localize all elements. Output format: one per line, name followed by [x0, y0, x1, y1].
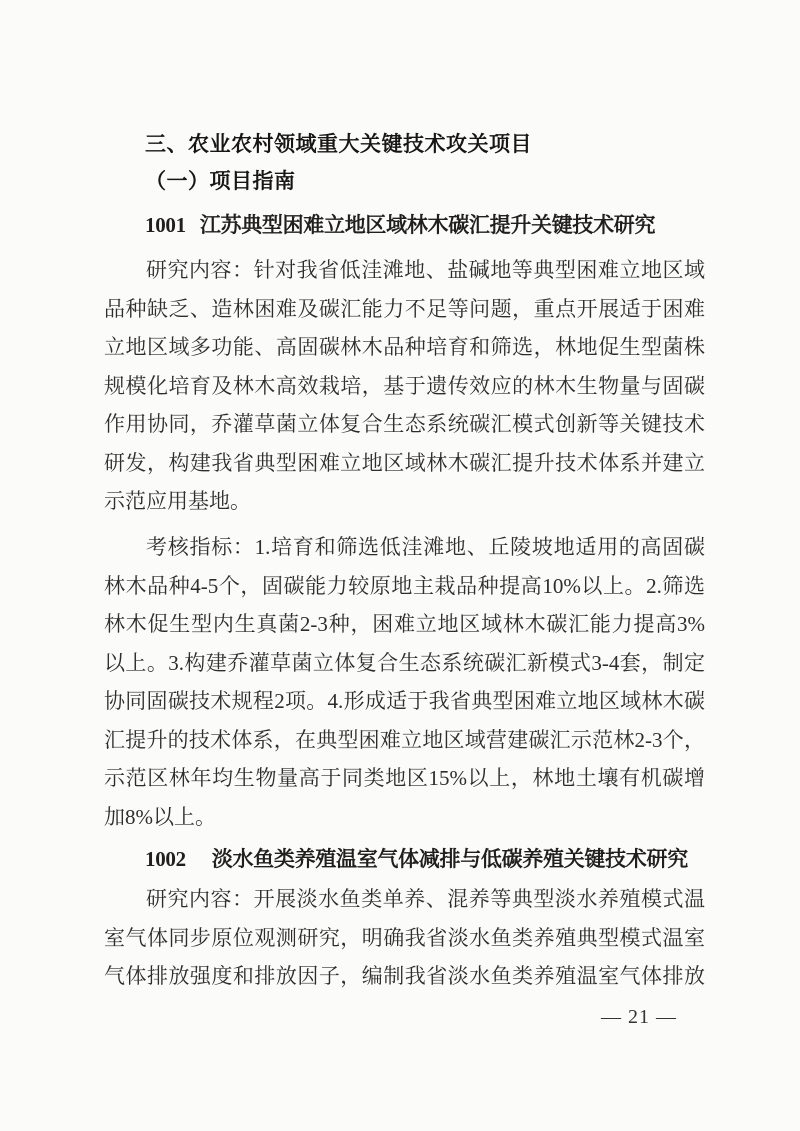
project-1001-name: 江苏典型困难立地区域林木碳汇提升关键技术研究: [199, 213, 656, 237]
subsection-heading: （一）项目指南: [145, 170, 296, 193]
body-line: 研发，构建我省典型困难立地区域林木碳汇提升技术体系并建立: [104, 450, 705, 475]
body-line: 加8%以上。: [104, 804, 216, 829]
body-line: 研究内容：针对我省低洼滩地、盐碱地等典型困难立地区域: [146, 258, 705, 282]
body-line: 协同固碳技术规程2项。4.形成适于我省典型困难立地区域林木碳: [104, 689, 705, 713]
project-1002-code: 1002: [145, 847, 186, 871]
project-1001-title: [145, 210, 655, 240]
project-1001-metrics-paragraph: [104, 528, 705, 836]
body-line: 规模化培育及林木高效栽培，基于遗传效应的林木生物量与固碳: [104, 373, 705, 398]
body-line: 林木促生型内生真菌2-3种，困难立地区域林木碳汇能力提高3%: [104, 612, 705, 636]
project-1002-name: 淡水鱼类养殖温室气体减排与低碳养殖关键技术研究: [211, 847, 688, 871]
body-line: 作用协同，乔灌草菌立体复合生态系统碳汇模式创新等关键技术: [104, 412, 705, 436]
body-line: 以上。3.构建乔灌草菌立体复合生态系统碳汇新模式3-4套，制定: [104, 650, 705, 675]
body-line: 品种缺乏、造林困难及碳汇能力不足等问题，重点开展适于困难: [104, 296, 705, 321]
body-line: 立地区域多功能、高固碳林木品种培育和筛选，林地促生型菌株: [104, 335, 705, 359]
project-1002-title: [145, 844, 688, 874]
body-line: 示范应用基地。: [104, 489, 251, 513]
section-heading: 三、农业农村领域重大关键技术攻关项目: [145, 133, 532, 156]
body-line: 气体排放强度和排放因子，编制我省淡水鱼类养殖温室气体排放: [104, 964, 705, 988]
body-line: 示范区林年均生物量高于同类地区15%以上，林地土壤有机碳增: [104, 766, 705, 790]
project-1002-research-paragraph: [104, 880, 705, 996]
page-number: — 21 —: [601, 1006, 677, 1028]
body-line: 室气体同步原位观测研究，明确我省淡水鱼类养殖典型模式温室: [104, 925, 705, 950]
body-line: 林木品种4-5个，固碳能力较原地主栽品种提高10%以上。2.筛选: [104, 573, 705, 598]
body-line: 考核指标：1.培育和筛选低洼滩地、丘陵坡地适用的高固碳: [146, 535, 705, 559]
body-line: 汇提升的技术体系，在典型困难立地区域营建碳汇示范林2-3个，: [104, 727, 705, 752]
project-1001-research-paragraph: [104, 251, 705, 521]
project-1001-code: 1001: [145, 213, 186, 237]
body-line: 研究内容：开展淡水鱼类单养、混养等典型淡水养殖模式温: [146, 887, 705, 911]
